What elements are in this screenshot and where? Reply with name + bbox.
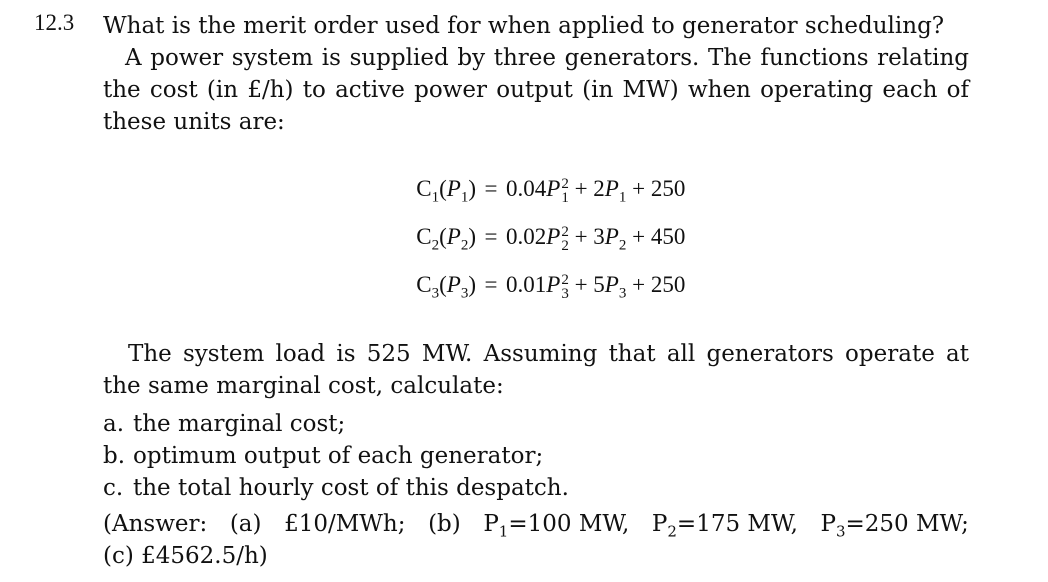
answer-line-1: (Answer: (a) £10/MWh; (b) $P_1=100$ MW, $P_2=175$ MW, $P_3=250$ MW; bbox=[103, 511, 969, 541]
answer-line-2: (c) £4562.5/h) bbox=[103, 543, 268, 569]
question-text: What is the merit order used for when applied to generator scheduling? bbox=[103, 13, 945, 39]
question-parts bbox=[103, 408, 969, 504]
problem-number: 12.3 bbox=[34, 10, 75, 35]
equation-row: $C_2(P_2) = 0.02P$ 2 2 + $3P_2 + 450$ bbox=[416, 223, 686, 254]
list-item: c. the total hourly cost of this despatch. bbox=[103, 475, 569, 501]
list-item: b. optimum output of each generator; bbox=[103, 443, 544, 469]
answer-block bbox=[103, 508, 969, 572]
equation-row: $C_3(P_3) = 0.01P$ 2 3 + $5P_3 + 250$ bbox=[416, 271, 686, 302]
load-paragraph: The system load is 525 MW. Assuming that all generators operate at the same marginal cost, calculate: bbox=[103, 341, 969, 399]
equation-row: $C_1(P_1) = 0.04P$ 2 1 + $2P_1 + 250$ bbox=[416, 175, 686, 206]
cost-equations bbox=[378, 170, 718, 314]
intro-paragraph: A power system is supplied by three generators. The functions relating the cost (in £/h) to active power output (in MW) when operating each of these units are: bbox=[103, 45, 969, 135]
list-item: a. the marginal cost; bbox=[103, 411, 346, 437]
